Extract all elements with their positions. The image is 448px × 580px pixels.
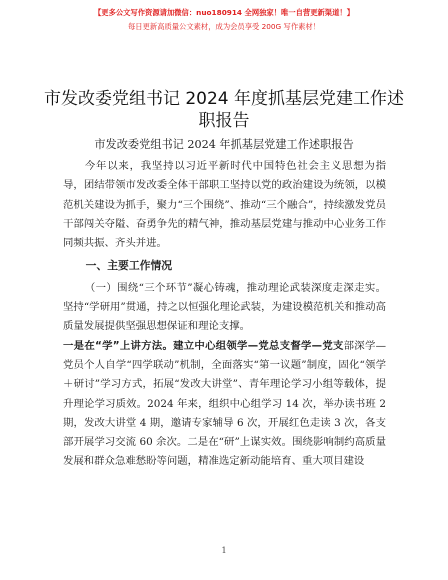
bold-lead-text: 一是在“学”上讲方法。建立中心组领学—党总支督学—党支	[63, 339, 344, 352]
body-paragraph: （一）围绕“三个环节”凝心铸魂，推动理论武装深度走深走实。坚持“学研用”贯通，持之以恒强化理论武装，为建设模范机关和推动高质量发展提供坚强思想保证和理论支撑。	[63, 281, 386, 333]
promo-banner-line-1: 【更多公文写作资源请加微信：nuo180914 全网独家！唯一自营更新渠道！】	[93, 8, 354, 17]
page-number: 1	[221, 546, 227, 555]
paragraph-rest-text: 部深学—党员个人自学“四学联动”机制，全面落实“第一议题”制度，固化“领学＋研讨”学习方式，拓展“发改大讲堂”、青年理论学习小组等载体，提升理论学习质效。2024 年来，组织中心组学习 14 次，举办读书班 2 期，发改大讲堂 4 期，邀请专家辅导 6 次，开展红色走读 3 次，各支部开展学习交流 60 余次。二是在“研”上谋实效。围绕影响制约高质量发展和群众急难愁盼等问题，精准选定新动能培育、重大项目建设	[63, 339, 387, 468]
document-title: 市发改委党组书记 2024 年度抓基层党建工作述职报告	[43, 89, 405, 131]
promo-banner	[0, 6, 448, 34]
intro-paragraph: 今年以来，我坚持以习近平新时代中国特色社会主义思想为指导，团结带领市发改委全体干部职工坚持以党的政治建设为统领，以模范机关建设为抓手，聚力“三个围绕”、推动“三个融合”，持续激发党员干部闯关夺隘、奋勇争先的精气神，推动基层党建与推动中心业务工作同频共振、齐头并进。	[63, 160, 386, 250]
section-heading: 一、主要工作情况	[85, 259, 173, 273]
document-body	[63, 157, 386, 472]
document-subtitle: 市发改委党组书记 2024 年抓基层党建工作述职报告	[94, 138, 354, 151]
body-paragraph-continued	[63, 337, 386, 472]
promo-banner-line-2: 每日更新高质量公文素材，成为会员享受 200G 写作素材！	[127, 22, 321, 31]
